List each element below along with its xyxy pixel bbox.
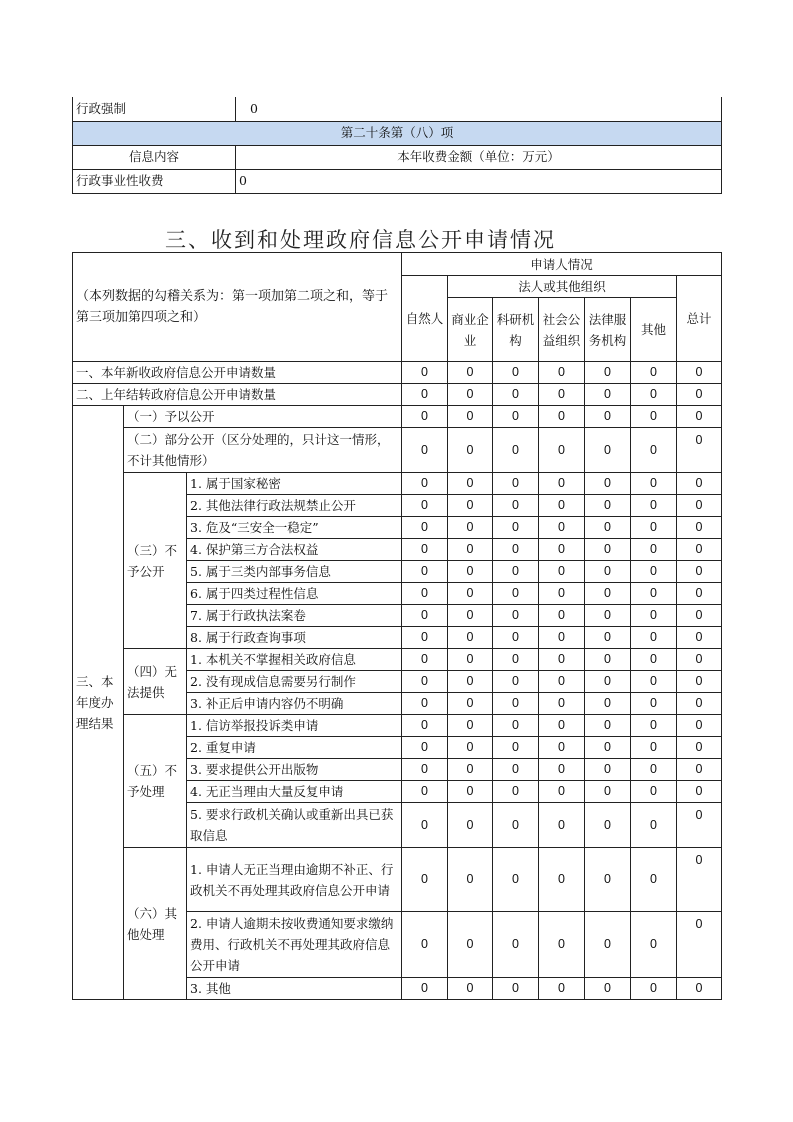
total-cell: 0: [677, 473, 722, 495]
value-cell: 0: [585, 561, 631, 583]
value-cell: 0: [402, 759, 448, 781]
total-cell: 0: [677, 428, 722, 473]
row-label: 2. 没有现成信息需要另行制作: [187, 671, 402, 693]
value-cell: 0: [402, 737, 448, 759]
value-cell: 0: [448, 848, 493, 912]
value-cell: 0: [402, 517, 448, 539]
row-label: 5. 要求行政机关确认或重新出具已获取信息: [187, 803, 402, 848]
value-cell: 0: [493, 627, 539, 649]
row-label: （一）予以公开: [124, 406, 402, 428]
row-label: 3. 危及“三安全一稳定”: [187, 517, 402, 539]
value-cell: 0: [448, 362, 493, 384]
value-cell: 0: [631, 495, 677, 517]
total-cell: 0: [677, 406, 722, 428]
total-cell: 0: [677, 583, 722, 605]
value-cell: 0: [402, 539, 448, 561]
row-label: 6. 属于四类过程性信息: [187, 583, 402, 605]
value-cell: 0: [402, 495, 448, 517]
value-cell: 0: [402, 803, 448, 848]
value-cell: 0: [631, 517, 677, 539]
law-header: 法律服务机构: [585, 298, 631, 362]
value-cell: 0: [585, 583, 631, 605]
total-cell: 0: [677, 715, 722, 737]
value-cell: 0: [585, 495, 631, 517]
sub3-group-label: （三）不予公开: [124, 473, 187, 649]
value-cell: 0: [631, 649, 677, 671]
value-cell: 0: [631, 715, 677, 737]
value-cell: 0: [493, 517, 539, 539]
value-cell: 0: [585, 539, 631, 561]
total-cell: 0: [677, 781, 722, 803]
fee-label: 行政事业性收费: [73, 169, 236, 193]
value-cell: 0: [402, 384, 448, 406]
total-cell: 0: [677, 803, 722, 848]
total-cell: 0: [677, 627, 722, 649]
value-cell: 0: [493, 671, 539, 693]
value-cell: 0: [448, 803, 493, 848]
value-cell: 0: [585, 605, 631, 627]
legal-entity-header: 法人或其他组织: [448, 276, 677, 298]
value-cell: 0: [539, 978, 585, 1000]
value-cell: 0: [493, 539, 539, 561]
value-cell: 0: [585, 362, 631, 384]
value-cell: 0: [539, 627, 585, 649]
total-cell: 0: [677, 737, 722, 759]
row-label: 1. 本机关不掌握相关政府信息: [187, 649, 402, 671]
total-cell: 0: [677, 362, 722, 384]
value-cell: 0: [539, 473, 585, 495]
total-cell: 0: [677, 384, 722, 406]
section-title: 三、收到和处理政府信息公开申请情况: [165, 228, 556, 252]
value-cell: 0: [539, 517, 585, 539]
value-cell: 0: [585, 848, 631, 912]
value-cell: 0: [402, 362, 448, 384]
value-cell: 0: [402, 605, 448, 627]
value-cell: 0: [631, 978, 677, 1000]
value-cell: 0: [539, 649, 585, 671]
value-cell: 0: [493, 803, 539, 848]
research-header: 科研机构: [493, 298, 539, 362]
value-cell: 0: [448, 978, 493, 1000]
value-cell: 0: [585, 406, 631, 428]
value-cell: 0: [631, 848, 677, 912]
value-cell: 0: [539, 693, 585, 715]
row-label: 3. 要求提供公开出版物: [187, 759, 402, 781]
value-cell: 0: [631, 693, 677, 715]
table-row: [73, 428, 722, 473]
value-cell: 0: [448, 693, 493, 715]
application-table: [72, 252, 722, 1000]
value-cell: 0: [585, 473, 631, 495]
table-row: [73, 406, 722, 428]
value-cell: 0: [585, 384, 631, 406]
info-column-header: 信息内容: [73, 145, 236, 169]
table-row: [73, 145, 722, 169]
value-cell: 0: [539, 406, 585, 428]
value-cell: 0: [448, 715, 493, 737]
value-cell: 0: [585, 781, 631, 803]
value-cell: 0: [631, 605, 677, 627]
total-cell: 0: [677, 539, 722, 561]
total-cell: 0: [677, 495, 722, 517]
value-cell: 0: [448, 517, 493, 539]
value-cell: 0: [493, 406, 539, 428]
value-cell: 0: [539, 605, 585, 627]
row-label: 7. 属于行政执法案卷: [187, 605, 402, 627]
row-label: 4. 无正当理由大量反复申请: [187, 781, 402, 803]
value-cell: 0: [402, 693, 448, 715]
row-label: 一、本年新收政府信息公开申请数量: [73, 362, 402, 384]
value-cell: 0: [539, 362, 585, 384]
total-cell: 0: [677, 848, 722, 912]
total-cell: 0: [677, 693, 722, 715]
total-header: 总计: [677, 276, 722, 362]
value-cell: 0: [585, 803, 631, 848]
total-cell: 0: [677, 671, 722, 693]
table-row: [73, 649, 722, 671]
enforcement-label: 行政强制: [73, 97, 236, 121]
row-label: 1. 申请人无正当理由逾期不补正、行政机关不再处理其政府信息公开申请: [187, 848, 402, 912]
social-header: 社会公益组织: [539, 298, 585, 362]
row-label: 3. 其他: [187, 978, 402, 1000]
value-cell: 0: [539, 583, 585, 605]
value-cell: 0: [493, 649, 539, 671]
value-cell: 0: [585, 671, 631, 693]
value-cell: 0: [448, 781, 493, 803]
table-row: [73, 97, 722, 121]
value-cell: 0: [585, 428, 631, 473]
value-cell: 0: [631, 803, 677, 848]
value-cell: 0: [539, 539, 585, 561]
row-label: 3. 补正后申请内容仍不明确: [187, 693, 402, 715]
sub4-group-label: （四）无法提供: [124, 649, 187, 715]
value-cell: 0: [402, 561, 448, 583]
value-cell: 0: [539, 561, 585, 583]
table-row: [73, 384, 722, 406]
value-cell: 0: [448, 561, 493, 583]
value-cell: 0: [402, 406, 448, 428]
row-label: 4. 保护第三方合法权益: [187, 539, 402, 561]
value-cell: 0: [539, 737, 585, 759]
value-cell: 0: [402, 715, 448, 737]
value-cell: 0: [585, 978, 631, 1000]
value-cell: 0: [402, 848, 448, 912]
total-cell: 0: [677, 605, 722, 627]
fee-column-header: 本年收费金额（单位：万元）: [236, 145, 722, 169]
row-label: （二）部分公开（区分处理的，只计这一情形，不计其他情形）: [124, 428, 402, 473]
row-label: 1. 属于国家秘密: [187, 473, 402, 495]
value-cell: 0: [493, 912, 539, 978]
row-label: 二、上年结转政府信息公开申请数量: [73, 384, 402, 406]
value-cell: 0: [539, 912, 585, 978]
value-cell: 0: [493, 473, 539, 495]
value-cell: 0: [402, 583, 448, 605]
sub6-group-label: （六）其他处理: [124, 848, 187, 1000]
value-cell: 0: [539, 759, 585, 781]
value-cell: 0: [493, 384, 539, 406]
value-cell: 0: [448, 384, 493, 406]
total-cell: 0: [677, 561, 722, 583]
note-cell: （本列数据的勾稽关系为：第一项加第二项之和，等于第三项加第四项之和）: [73, 253, 402, 362]
value-cell: 0: [448, 759, 493, 781]
value-cell: 0: [493, 759, 539, 781]
value-cell: 0: [402, 912, 448, 978]
value-cell: 0: [631, 473, 677, 495]
row-label: 5. 属于三类内部事务信息: [187, 561, 402, 583]
value-cell: 0: [539, 671, 585, 693]
value-cell: 0: [402, 627, 448, 649]
total-cell: 0: [677, 649, 722, 671]
value-cell: 0: [448, 428, 493, 473]
value-cell: 0: [631, 539, 677, 561]
value-cell: 0: [493, 715, 539, 737]
value-cell: 0: [493, 583, 539, 605]
total-cell: 0: [677, 912, 722, 978]
value-cell: 0: [402, 473, 448, 495]
value-cell: 0: [631, 384, 677, 406]
value-cell: 0: [493, 362, 539, 384]
row-label: 2. 申请人逾期未按收费通知要求缴纳费用、行政机关不再处理其政府信息公开申请: [187, 912, 402, 978]
value-cell: 0: [631, 671, 677, 693]
value-cell: 0: [448, 583, 493, 605]
table-row: [73, 473, 722, 495]
value-cell: 0: [585, 693, 631, 715]
row-label: 2. 其他法律行政法规禁止公开: [187, 495, 402, 517]
value-cell: 0: [493, 848, 539, 912]
value-cell: 0: [448, 539, 493, 561]
applicant-header: 申请人情况: [402, 253, 722, 276]
row-label: 2. 重复申请: [187, 737, 402, 759]
value-cell: 0: [448, 671, 493, 693]
total-cell: 0: [677, 978, 722, 1000]
value-cell: 0: [539, 848, 585, 912]
value-cell: 0: [631, 781, 677, 803]
value-cell: 0: [585, 627, 631, 649]
value-cell: 0: [493, 561, 539, 583]
value-cell: 0: [631, 759, 677, 781]
section-header: 第二十条第（八）项: [73, 121, 722, 145]
results-group-label: 三、本年度办理结果: [73, 406, 124, 1000]
enforcement-value: 0: [236, 97, 722, 121]
value-cell: 0: [631, 583, 677, 605]
value-cell: 0: [493, 737, 539, 759]
fee-table: [72, 97, 722, 194]
value-cell: 0: [493, 428, 539, 473]
value-cell: 0: [539, 495, 585, 517]
value-cell: 0: [585, 715, 631, 737]
value-cell: 0: [631, 627, 677, 649]
row-label: 8. 属于行政查询事项: [187, 627, 402, 649]
natural-person-header: 自然人: [402, 276, 448, 362]
value-cell: 0: [448, 495, 493, 517]
value-cell: 0: [448, 627, 493, 649]
table-row: [73, 715, 722, 737]
value-cell: 0: [493, 605, 539, 627]
total-cell: 0: [677, 759, 722, 781]
value-cell: 0: [585, 517, 631, 539]
value-cell: 0: [448, 649, 493, 671]
value-cell: 0: [448, 605, 493, 627]
value-cell: 0: [402, 671, 448, 693]
value-cell: 0: [631, 362, 677, 384]
business-header: 商业企业: [448, 298, 493, 362]
header-row: [73, 253, 722, 276]
value-cell: 0: [402, 428, 448, 473]
table-row: [73, 169, 722, 193]
value-cell: 0: [539, 781, 585, 803]
value-cell: 0: [402, 781, 448, 803]
table-row: [73, 848, 722, 912]
value-cell: 0: [448, 406, 493, 428]
value-cell: 0: [631, 561, 677, 583]
table-row: [73, 362, 722, 384]
fee-value: 0: [236, 169, 722, 193]
value-cell: 0: [585, 759, 631, 781]
value-cell: 0: [448, 473, 493, 495]
value-cell: 0: [448, 737, 493, 759]
value-cell: 0: [402, 978, 448, 1000]
table-row: [73, 121, 722, 145]
total-cell: 0: [677, 517, 722, 539]
value-cell: 0: [493, 781, 539, 803]
value-cell: 0: [448, 912, 493, 978]
value-cell: 0: [631, 912, 677, 978]
value-cell: 0: [631, 428, 677, 473]
value-cell: 0: [539, 428, 585, 473]
value-cell: 0: [585, 912, 631, 978]
value-cell: 0: [585, 737, 631, 759]
value-cell: 0: [402, 649, 448, 671]
value-cell: 0: [631, 737, 677, 759]
value-cell: 0: [493, 978, 539, 1000]
value-cell: 0: [539, 384, 585, 406]
value-cell: 0: [631, 406, 677, 428]
other-header: 其他: [631, 298, 677, 362]
value-cell: 0: [539, 803, 585, 848]
sub5-group-label: （五）不予处理: [124, 715, 187, 848]
value-cell: 0: [493, 495, 539, 517]
value-cell: 0: [585, 649, 631, 671]
value-cell: 0: [539, 715, 585, 737]
value-cell: 0: [493, 693, 539, 715]
row-label: 1. 信访举报投诉类申请: [187, 715, 402, 737]
